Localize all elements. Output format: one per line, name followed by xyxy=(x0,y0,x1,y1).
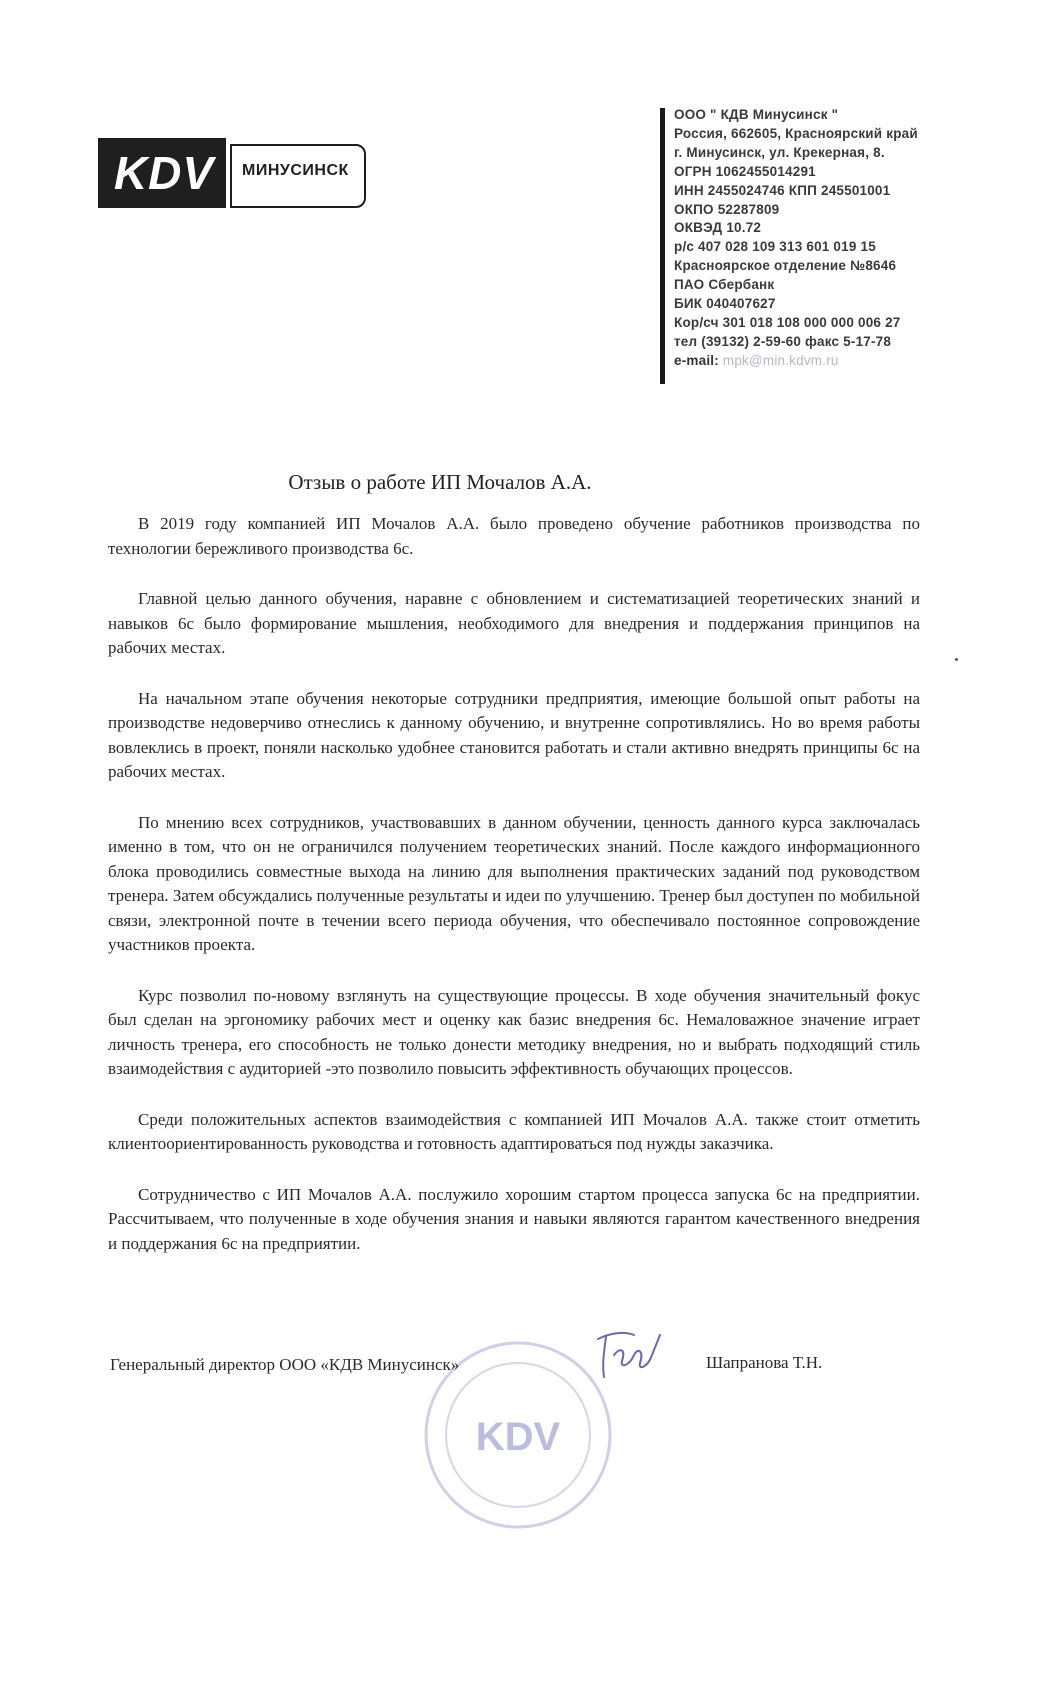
body-paragraph: Курс позволил по-новому взглянуть на существующие процессы. В ходе обучения значительный фокус был сделан на эргономику рабочих мест и оценку как базис внедрения 6с. Немаловажное значение играет личность тренера, его способность не только донести методику внедрения, но и выбрать подходящий стиль взаимодействия с аудиторией -это позволило повысить эффективность обучающих процессов. xyxy=(108,985,920,1078)
requisites-line: ИНН 2455024746 КПП 245501001 xyxy=(674,182,891,198)
handwritten-signature xyxy=(590,1325,670,1385)
email-label: e-mail: xyxy=(674,352,719,368)
logo-brand-text: KDV xyxy=(113,147,215,199)
requisites-line: ОГРН 1062455014291 xyxy=(674,163,816,179)
stamp-text: KDV xyxy=(475,1415,561,1459)
requisites-line: ООО " КДВ Минусинск " xyxy=(674,107,839,122)
requisites-line: БИК 040407627 xyxy=(674,296,776,312)
requisites-list xyxy=(674,106,918,371)
body-paragraph: Среди положительных аспектов взаимодействия с компанией ИП Мочалов А.А. также стоит отметить клиентоориентированность руководства и готовность адаптироваться под нужды заказчика. xyxy=(108,1109,920,1153)
logo-city-text: МИНУСИНСК xyxy=(242,162,349,179)
logo-brand-block xyxy=(98,138,226,208)
requisites-line: р/с 407 028 109 313 601 019 15 xyxy=(674,239,876,255)
body-paragraph: Сотрудничество с ИП Мочалов А.А. послужило хорошим стартом процесса запуска 6с на предприятии. Рассчитываем, что полученные в ходе обучения знания и навыки являются гарантом качественного внедрения и поддержания 6с на предприятии. xyxy=(108,1184,920,1253)
requisites-divider xyxy=(660,108,665,384)
body-paragraph: По мнению всех сотрудников, участвовавших в данном обучении, ценность данного курса заключалась именно в том, что он не ограничился получением теоретических знаний. После каждого информационного блока проводились совместные выхода на линию для выполнения практических заданий под руководством тренера. Затем обсуждались полученные результаты и идеи по улучшению. Тренер был доступен по мобильной связи, электронной почте в течении всего периода обучения, что обеспечивало постоянное сопровождение участников проекта. xyxy=(108,812,920,954)
signatory-role: Генеральный директор ООО «КДВ Минусинск» xyxy=(110,1355,460,1374)
body-paragraph: В 2019 году компанией ИП Мочалов А.А. было проведено обучение работников производства по технологии бережливого производства 6с. xyxy=(108,514,920,558)
signatory-name: Шапранова Т.Н. xyxy=(706,1353,823,1372)
company-logo xyxy=(98,138,366,208)
requisites-line: тел (39132) 2-59-60 факс 5-17-78 xyxy=(674,333,892,349)
requisites-line: ОКВЭД 10.72 xyxy=(674,220,762,236)
requisites-line: ОКПО 52287809 xyxy=(674,201,780,217)
scan-speck xyxy=(955,658,958,661)
requisites-line: Красноярское отделение №8646 xyxy=(674,258,897,274)
document-title: Отзыв о работе ИП Мочалов А.А. xyxy=(288,470,592,494)
signature-block xyxy=(0,1355,1060,1555)
body-paragraph: Главной целью данного обучения, наравне с обновлением и систематизацией теоретических знаний и навыков 6с было формирование мышления, необходимого для внедрения и поддержания принципов на рабочих местах. xyxy=(108,589,920,657)
logo-city-block xyxy=(230,144,366,208)
requisites-line: ПАО Сбербанк xyxy=(674,277,775,293)
requisites-line: г. Минусинск, ул. Крекерная, 8. xyxy=(674,144,885,160)
company-requisites xyxy=(660,108,960,388)
requisites-email xyxy=(674,352,918,371)
body-paragraph: На начальном этапе обучения некоторые сотрудники предприятия, имеющие большой опыт работы на производстве недоверчиво отнеслись к данному обучению, и внутренне сопротивлялись. Но во время работы вовлеклись в проект, поняли насколько удобнее становится работать и стали активно внедрять принципы 6с на рабочих местах. xyxy=(108,688,920,781)
requisites-line: Кор/сч 301 018 108 000 000 006 27 xyxy=(674,314,901,330)
requisites-line: Россия, 662605, Красноярский край xyxy=(674,125,918,141)
email-link[interactable]: mpk@min.kdvm.ru xyxy=(722,352,839,368)
letter-body xyxy=(108,512,920,1282)
